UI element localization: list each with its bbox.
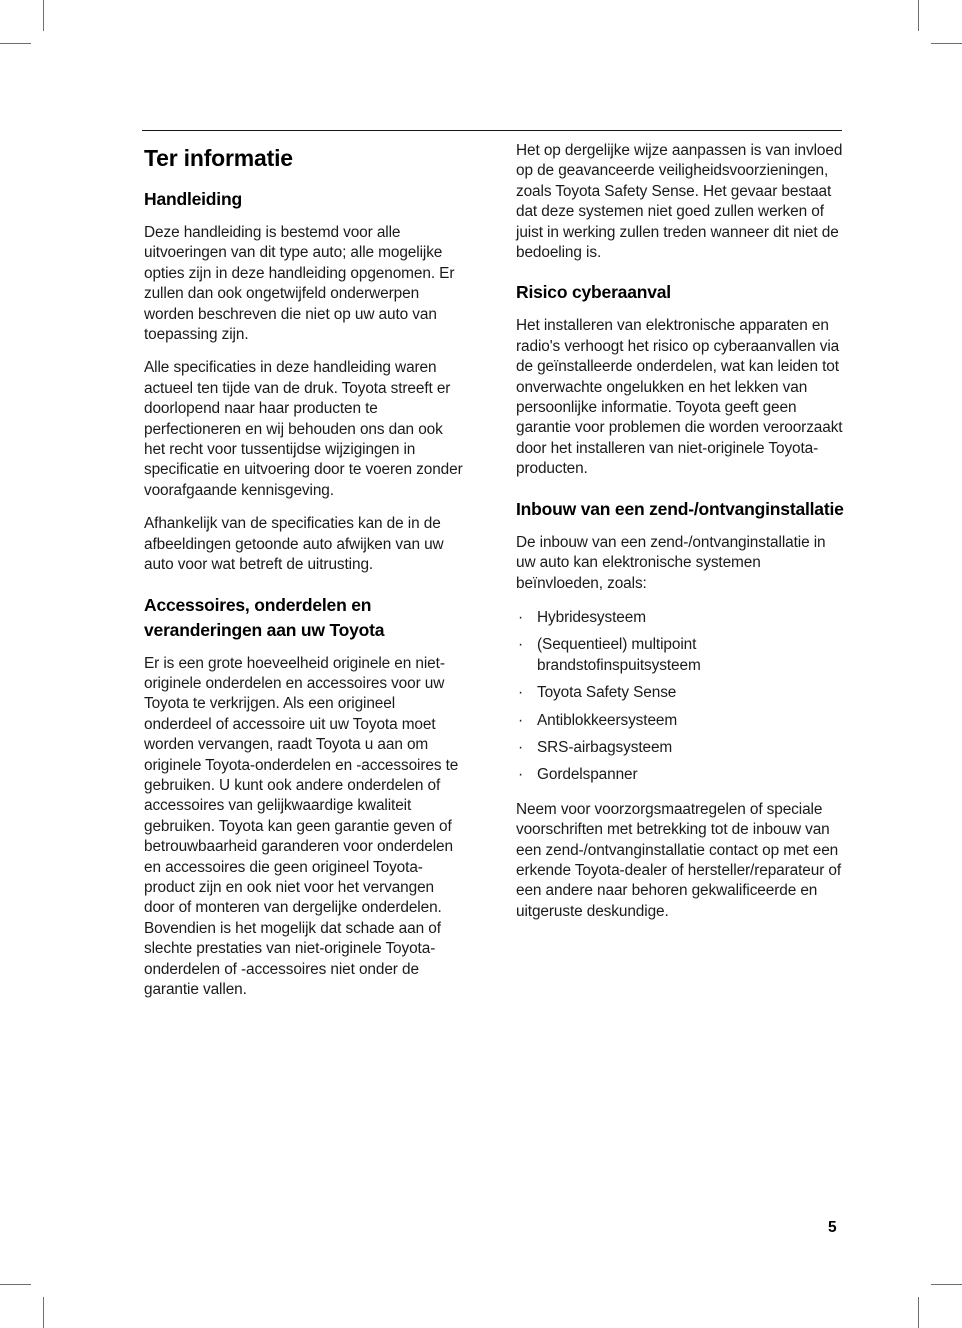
list-item-label: SRS-airbagsysteem: [537, 738, 673, 756]
section-heading-accessoires: Accessoires, onderdelen en veranderingen aan uw Toyota: [144, 594, 385, 640]
list-item-label: Hybridesysteem: [537, 608, 646, 626]
page-number: 5: [828, 1219, 837, 1236]
crop-mark-top-left-horizontal: [0, 43, 31, 44]
paragraph: Deze handleiding is bestemd voor alle uitvoeringen van dit type auto; alle mogelijke opties zijn in deze handleiding opgenomen. Er zullen dan ook ongetwijfeld onderwerpen worden beschreven die niet op uw auto van toepassing zijn.: [144, 224, 455, 344]
crop-mark-bottom-left-horizontal: [0, 1284, 31, 1285]
paragraph: Afhankelijk van de specificaties kan de in de afbeeldingen getoonde auto afwijken van uw auto voor wat betreft de uitrusting.: [144, 515, 444, 574]
section-heading-handleiding: Handleiding: [144, 189, 242, 209]
list-item: [516, 635, 845, 676]
section-heading-risico-cyberaanval: Risico cyberaanval: [516, 282, 671, 303]
crop-mark-top-right-vertical: [918, 0, 919, 31]
list-item-label: Antiblokkeersysteem: [537, 711, 678, 729]
paragraph: Alle specificaties in deze handleiding waren actueel ten tijde van de druk. Toyota streeft er doorlopend naar haar producten te perfectioneren en wij behouden ons dan ook het recht voor tussentijdse wijzigingen in specificatie en uitvoering door te voeren zonder voorafgaande kennisgeving.: [144, 359, 463, 499]
list-item: [516, 765, 845, 785]
crop-mark-bottom-right-vertical: [918, 1297, 919, 1328]
crop-mark-top-left-vertical: [43, 0, 44, 31]
bullet-icon: ·: [518, 711, 524, 729]
paragraph: Neem voor voorzorgsmaatregelen of speciale voorschriften met betrekking tot de inbouw van een zend-/ontvanginstallatie contact op met een erkende Toyota-dealer of hersteller/reparateur of een andere naar behoren gekwalificeerde en uitgeruste deskundige.: [516, 800, 842, 920]
bullet-icon: ·: [518, 738, 524, 756]
crop-mark-top-right-horizontal: [931, 43, 962, 44]
bullet-icon: ·: [518, 684, 524, 702]
page-title: Ter informatie: [144, 145, 293, 171]
crop-mark-bottom-left-vertical: [43, 1297, 44, 1328]
bullet-list: [516, 608, 845, 786]
list-item: [516, 711, 845, 731]
bullet-icon: ·: [518, 636, 524, 654]
paragraph: Het installeren van elektronische apparaten en radio's verhoogt het risico op cyberaanvallen via de geïnstalleerde onderdelen, wat kan leiden tot onverwachte ongelukken en het lekken van persoonlijke informatie. Toyota geeft geen garantie voor problemen die worden veroorzaakt door het installeren van niet-originele Toyota-producten.: [516, 317, 843, 478]
list-item-label: Toyota Safety Sense: [537, 684, 677, 702]
list-item: [516, 738, 845, 758]
left-column: [144, 143, 466, 1013]
crop-mark-bottom-right-horizontal: [931, 1284, 962, 1285]
list-item: [516, 608, 845, 628]
list-item-label: (Sequentieel) multipoint brandstofinspuitsysteem: [537, 636, 701, 674]
paragraph: Er is een grote hoeveelheid originele en niet-originele onderdelen en accessoires voor uw Toyota te verkrijgen. Als een origineel onderdeel of accessoire uit uw Toyota moet worden vervangen, raadt Toyota u aan om originele Toyota-onderdelen en -accessoires te gebruiken. U kunt ook andere onderdelen of accessoires van gelijkwaardige kwaliteit gebruiken. Toyota kan geen garantie geven of betrouwbaarheid garanderen voor onderdelen en accessoires die geen origineel Toyota-product zijn en ook niet voor het vervangen door of monteren van dergelijke onderdelen. Bovendien is het mogelijk dat schade aan of slechte prestaties van niet-originele Toyota-onderdelen of -accessoires niet onder de garantie vallen.: [144, 654, 459, 998]
list-item: [516, 683, 845, 703]
right-column: [516, 141, 845, 935]
paragraph: Het op dergelijke wijze aanpassen is van invloed op de geavanceerde veiligheidsvoorzieningen, zoals Toyota Safety Sense. Het gevaar bestaat dat deze systemen niet goed zullen werken of juist in werking zullen treden wanneer dit niet de bedoeling is.: [516, 142, 843, 262]
paragraph: De inbouw van een zend-/ontvanginstallatie in uw auto kan elektronische systemen beïnvloeden, zoals:: [516, 533, 826, 592]
bullet-icon: ·: [518, 766, 524, 784]
bullet-icon: ·: [518, 608, 524, 626]
header-rule: [142, 130, 842, 131]
section-heading-inbouw-zend-ontvanginstallatie: Inbouw van een zend-/ontvanginstallatie: [516, 498, 844, 519]
list-item-label: Gordelspanner: [537, 766, 638, 784]
